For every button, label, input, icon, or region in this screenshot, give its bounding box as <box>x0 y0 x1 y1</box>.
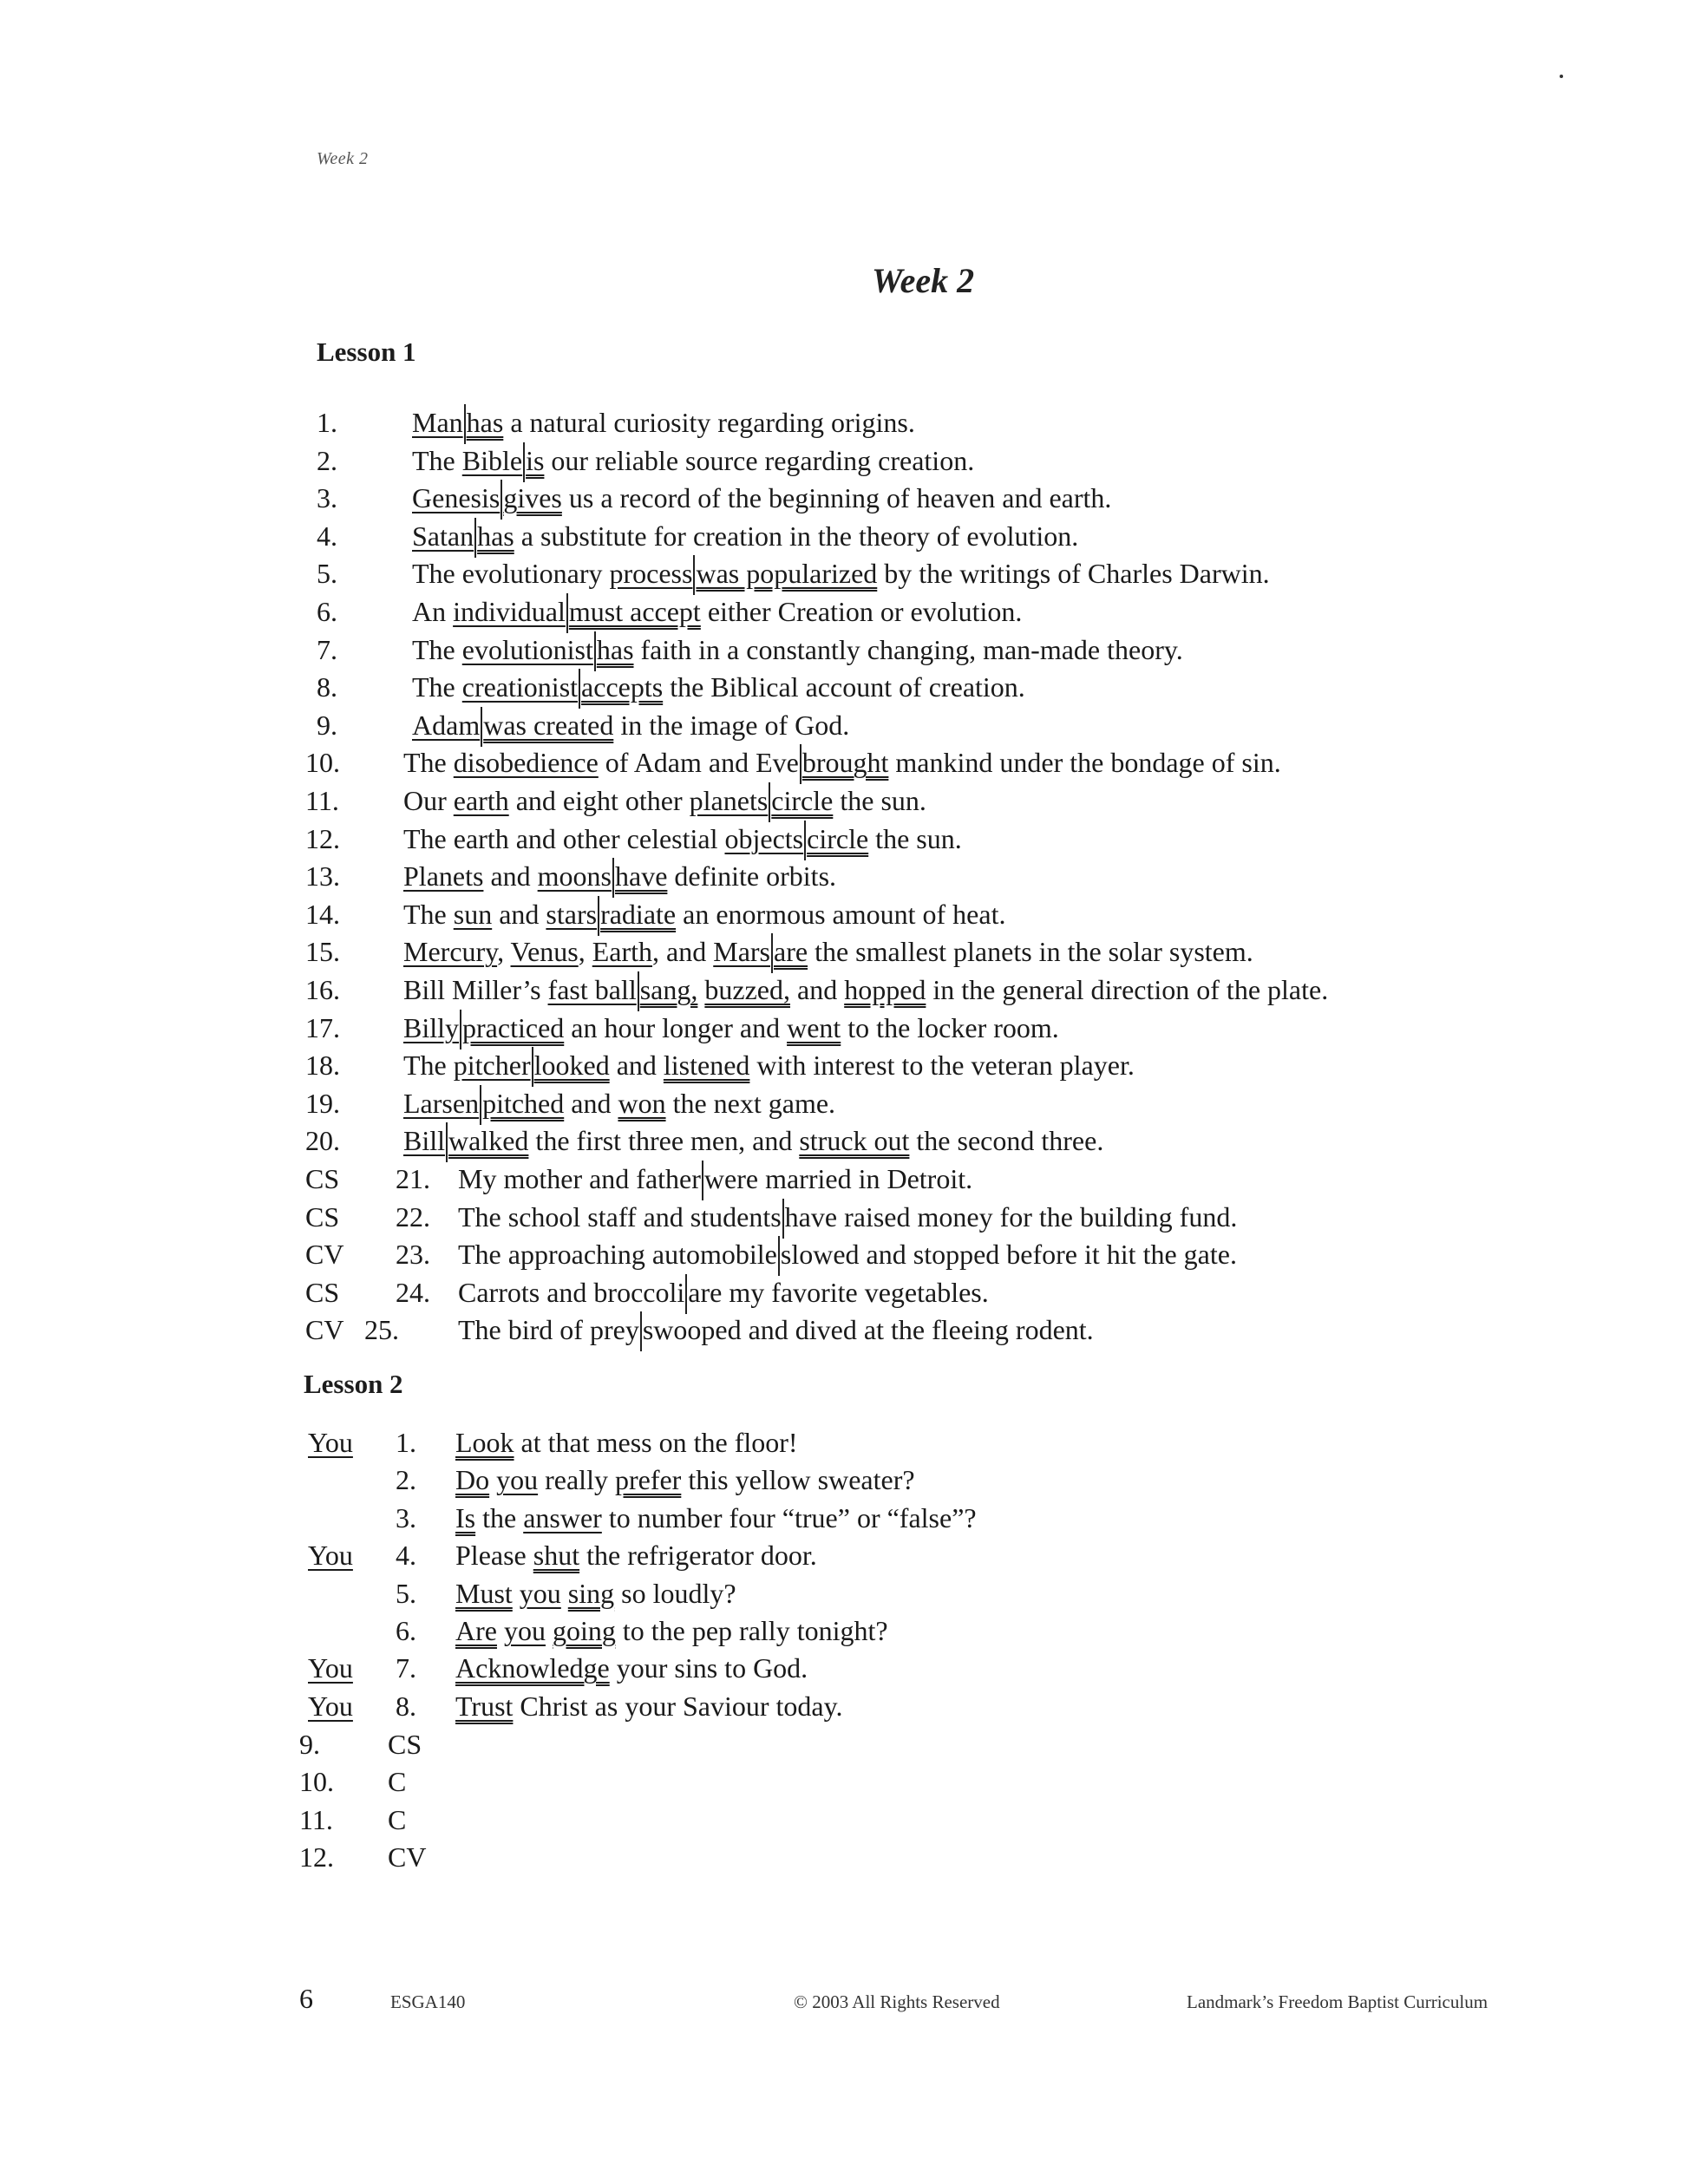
subject-predicate-divider <box>480 1085 481 1125</box>
sentence-text: , <box>497 936 511 968</box>
sentence <box>403 895 1005 936</box>
item-number: 25. <box>364 1314 399 1346</box>
sentence-text: swooped and dived at the fleeing rodent. <box>642 1314 1094 1346</box>
verb-word: sang, <box>639 974 698 1005</box>
subject-word: Man <box>412 407 463 438</box>
subject-word: you <box>496 1464 539 1496</box>
subject-word: fast ball <box>547 974 637 1005</box>
subject-predicate-divider <box>446 1122 448 1162</box>
item-number: 7. <box>317 633 337 665</box>
verb-word: have <box>614 860 668 893</box>
verb-word: has <box>466 407 504 438</box>
sentence <box>403 1084 835 1125</box>
subject-word: Satan <box>412 520 474 552</box>
subject-predicate-divider <box>612 858 614 898</box>
sentence <box>412 554 1270 595</box>
item-number: 1. <box>317 407 337 438</box>
verb-word: shut <box>533 1540 580 1572</box>
item-number: 2. <box>317 444 337 476</box>
verb-word: has <box>596 633 634 665</box>
verb-word: was popularized <box>696 558 878 590</box>
item-number: 18. <box>305 1049 340 1082</box>
item-number: 6. <box>396 1615 416 1646</box>
answer-value: CS <box>388 1729 422 1760</box>
verb-word: is <box>526 444 545 476</box>
verb-word: hopped <box>844 974 926 1005</box>
sentence <box>403 1009 1059 1049</box>
sentence-text: the sun. <box>868 822 962 854</box>
sentence-text: The <box>403 1049 454 1082</box>
item-number: 3. <box>317 482 337 514</box>
item-number: 4. <box>396 1540 416 1572</box>
subject-predicate-divider <box>685 1274 687 1314</box>
sentence-text: , and <box>652 936 714 968</box>
item-number: 7. <box>396 1652 416 1684</box>
sentence-text: in the general direction of the plate. <box>926 974 1329 1005</box>
subject-predicate-divider <box>640 1311 642 1351</box>
verb-word: Acknowledge <box>455 1652 610 1684</box>
sentence <box>455 1423 798 1461</box>
sentence-text: your sins to God. <box>609 1652 808 1684</box>
subject-word: you <box>503 1615 546 1646</box>
sentence-text: and <box>609 1049 664 1082</box>
sentence <box>403 820 962 860</box>
sentence-text: the first three men, and <box>528 1125 800 1157</box>
subject-predicate-divider <box>481 707 482 747</box>
sentence-text: our reliable source regarding creation. <box>544 444 975 476</box>
sentence-text: of Adam and Eve <box>598 747 799 779</box>
item-number: 9. <box>299 1729 320 1760</box>
subject-word: sun <box>453 898 493 930</box>
item-number: 12. <box>305 822 340 854</box>
sentence-text: are my favorite vegetables. <box>688 1276 989 1308</box>
subject-word: planets <box>689 785 769 816</box>
sentence-text: My mother and father <box>458 1163 701 1194</box>
item-number: 1. <box>396 1427 416 1458</box>
sentence <box>412 668 1025 709</box>
footer-copyright: © 2003 All Rights Reserved <box>794 1991 1000 2012</box>
subject-word: Earth <box>592 936 653 968</box>
subject-predicate-divider <box>769 782 770 822</box>
sentence <box>403 1046 1135 1087</box>
sentence-text: in the image of God. <box>613 709 850 741</box>
subject-predicate-divider <box>800 744 801 784</box>
verb-word: prefer <box>614 1464 682 1496</box>
subject-word: answer <box>523 1501 602 1533</box>
sentence-text: The earth and other celestial <box>403 822 725 854</box>
item-number: 5. <box>396 1577 416 1609</box>
sentence-text: and <box>492 898 546 930</box>
subject-predicate-divider <box>460 1010 461 1049</box>
subject-word: Venus <box>510 936 579 968</box>
item-number: 17. <box>305 1011 340 1043</box>
sentence <box>403 1121 1103 1162</box>
sentence-text: the smallest planets in the solar system. <box>808 936 1253 968</box>
subject-predicate-divider <box>464 404 466 444</box>
item-number: 11. <box>305 785 339 816</box>
sentence-text: Christ as your Saviour today. <box>513 1690 843 1722</box>
verb-word: circle <box>807 822 869 854</box>
sentence-text: an enormous amount of heat. <box>676 898 1006 930</box>
subject-predicate-divider <box>523 442 525 482</box>
verb-word: Look <box>455 1427 514 1458</box>
footer-publisher: Landmark’s Freedom Baptist Curriculum <box>1187 1991 1488 2012</box>
item-number: 8. <box>317 671 337 703</box>
verb-word: brought <box>801 747 889 779</box>
subject-word: evolutionist <box>461 633 593 665</box>
sentence-text: slowed and stopped before it hit the gate. <box>780 1239 1237 1271</box>
sentence-text: The <box>412 671 462 703</box>
item-number: 20. <box>305 1125 340 1157</box>
footer-page-number: 6 <box>299 1983 313 2014</box>
sentence-text: definite orbits. <box>667 860 837 893</box>
sentence-text <box>489 1464 496 1495</box>
sentence-text <box>561 1578 568 1609</box>
sentence-text: The <box>403 898 454 930</box>
sentence-type-label: CS <box>305 1163 340 1194</box>
item-number: 16. <box>305 974 340 1005</box>
verb-word: Trust <box>455 1690 514 1722</box>
item-number: 8. <box>396 1690 416 1722</box>
subject-word: process <box>609 558 693 590</box>
sentence-text: The bird of prey <box>458 1314 639 1346</box>
sentence-text: and eight other <box>508 785 690 816</box>
sentence-text: The <box>403 747 454 779</box>
sentence-text: the Biblical account of creation. <box>663 671 1025 703</box>
sentence-text: The evolutionary <box>412 558 610 590</box>
lesson2-heading: Lesson 2 <box>304 1369 403 1399</box>
sentence-text: Carrots and broccoli <box>458 1276 685 1308</box>
sentence-text: a substitute for creation in the theory of evolution. <box>514 520 1079 552</box>
subject-word: Genesis <box>412 482 501 514</box>
verb-word: gives <box>503 482 562 514</box>
scan-speck <box>1560 75 1563 78</box>
item-number: 21. <box>396 1163 430 1194</box>
sentence-text: the refrigerator door. <box>579 1540 817 1572</box>
sentence <box>455 1612 888 1650</box>
subject-word: pitcher <box>453 1049 531 1082</box>
item-number: 10. <box>305 747 340 779</box>
understood-subject-label: You <box>308 1690 353 1722</box>
sentence-text: either Creation or evolution. <box>700 596 1023 627</box>
verb-word: Are <box>455 1615 497 1646</box>
sentence-text: and <box>483 860 538 893</box>
verb-word: are <box>774 936 808 968</box>
sentence-text: The <box>412 444 462 476</box>
subject-predicate-divider <box>532 1047 533 1087</box>
verb-word: buzzed, <box>704 974 790 1005</box>
sentence-text: , <box>578 936 592 968</box>
verb-word: went <box>787 1011 841 1043</box>
sentence <box>403 781 926 822</box>
item-number: 19. <box>305 1087 340 1119</box>
sentence <box>455 1649 808 1687</box>
item-number: 5. <box>317 558 337 590</box>
sentence-text: were married in Detroit. <box>703 1163 973 1194</box>
sentence-text: have raised money for the building fund. <box>784 1200 1238 1233</box>
sentence <box>455 1461 915 1499</box>
running-head: Week 2 <box>317 149 369 168</box>
sentence-text: the next game. <box>665 1087 836 1119</box>
subject-word: disobedience <box>453 747 599 779</box>
verb-word: going <box>552 1615 616 1646</box>
subject-predicate-divider <box>474 518 476 558</box>
sentence <box>412 631 1183 671</box>
item-number: 15. <box>305 936 340 968</box>
subject-predicate-divider <box>594 631 596 671</box>
subject-predicate-divider <box>778 1236 780 1276</box>
sentence-text: at that mess on the floor! <box>514 1427 798 1458</box>
sentence-text: to the pep rally tonight? <box>615 1615 888 1646</box>
item-number: 12. <box>299 1841 334 1873</box>
sentence-type-label: CS <box>305 1200 340 1233</box>
subject-word: objects <box>724 822 804 854</box>
sentence <box>458 1198 1237 1239</box>
verb-word: Do <box>455 1464 490 1496</box>
verb-word: circle <box>771 785 834 816</box>
subject-word: stars <box>546 898 598 930</box>
sentence <box>403 932 1253 973</box>
answer-value: CV <box>388 1841 427 1873</box>
item-number: 11. <box>299 1803 333 1835</box>
footer-code: ESGA140 <box>390 1991 466 2012</box>
understood-subject-label: You <box>308 1652 353 1684</box>
item-number: 13. <box>305 860 340 893</box>
item-number: 24. <box>396 1276 430 1308</box>
sentence <box>455 1499 977 1537</box>
subject-predicate-divider <box>771 933 773 973</box>
sentence-text: a natural curiosity regarding origins. <box>503 407 915 438</box>
sentence-text: to the locker room. <box>841 1011 1059 1043</box>
verb-word: looked <box>533 1049 610 1082</box>
sentence <box>455 1536 817 1574</box>
sentence <box>412 403 915 444</box>
verb-word: practiced <box>462 1011 565 1043</box>
sentence <box>412 441 974 482</box>
verb-word: Is <box>455 1501 476 1533</box>
verb-word: accepts <box>581 671 664 703</box>
item-number: 10. <box>299 1766 334 1798</box>
sentence <box>458 1311 1094 1351</box>
sentence-type-label: CS <box>305 1276 340 1308</box>
item-number: 14. <box>305 898 340 930</box>
verb-word: listened <box>663 1049 750 1082</box>
subject-word: Mercury <box>403 936 498 968</box>
understood-subject-label: You <box>308 1427 353 1458</box>
verb-word: sing <box>567 1577 615 1609</box>
subject-predicate-divider <box>782 1199 784 1239</box>
sentence-text: The approaching automobile <box>458 1239 777 1271</box>
sentence <box>458 1235 1237 1276</box>
verb-word: pitched <box>482 1087 565 1119</box>
verb-word: walked <box>448 1125 529 1157</box>
sentence <box>412 479 1111 520</box>
sentence <box>412 517 1078 558</box>
sentence-text: The <box>412 633 462 665</box>
subject-predicate-divider <box>598 896 599 936</box>
item-number: 6. <box>317 596 337 627</box>
item-number: 4. <box>317 520 337 552</box>
sentence <box>412 706 849 747</box>
sentence <box>455 1687 843 1725</box>
subject-word: creationist <box>461 671 579 703</box>
item-number: 2. <box>396 1464 416 1496</box>
subject-word: Larsen <box>403 1087 480 1119</box>
sentence-type-label: CV <box>305 1239 344 1271</box>
sentence-text: so loudly? <box>614 1577 736 1609</box>
sentence-text: the second three. <box>909 1125 1104 1157</box>
sentence-text: the <box>475 1501 524 1533</box>
lesson1-heading: Lesson 1 <box>317 337 416 367</box>
sentence-text: us a record of the beginning of heaven and earth. <box>561 482 1112 514</box>
sentence-text: Please <box>455 1540 533 1572</box>
item-number: 9. <box>317 709 337 741</box>
subject-word: Planets <box>403 860 484 893</box>
sentence <box>412 592 1022 633</box>
sentence-text: with interest to the veteran player. <box>749 1049 1135 1082</box>
verb-word: radiate <box>600 898 677 930</box>
answer-value: C <box>388 1803 407 1835</box>
sentence-text: the sun. <box>833 785 926 816</box>
sentence-text: faith in a constantly changing, man-made theory. <box>633 633 1183 665</box>
subject-predicate-divider <box>501 480 502 520</box>
subject-predicate-divider <box>638 971 639 1011</box>
sentence <box>458 1273 989 1314</box>
verb-word: struck out <box>799 1125 910 1157</box>
sentence-text: this yellow sweater? <box>681 1464 915 1496</box>
sentence <box>403 857 836 898</box>
sentence-text: and <box>789 974 845 1005</box>
sentence <box>458 1160 972 1200</box>
sentence-text <box>497 1615 504 1646</box>
page-title: Week 2 <box>872 261 975 300</box>
sentence-text: to number four “true” or “false”? <box>601 1501 977 1533</box>
subject-word: individual <box>453 596 566 627</box>
sentence-text: Bill Miller’s <box>403 974 548 1005</box>
subject-word: Bible <box>461 444 523 476</box>
subject-predicate-divider <box>566 593 568 633</box>
item-number: 23. <box>396 1239 430 1271</box>
item-number: 3. <box>396 1501 416 1533</box>
subject-word: Billy <box>403 1011 460 1043</box>
subject-word: moons <box>537 860 612 893</box>
answer-value: C <box>388 1766 407 1798</box>
sentence-text: by the writings of Charles Darwin. <box>877 558 1270 590</box>
sentence-text: an hour longer and <box>564 1011 788 1043</box>
subject-predicate-divider <box>702 1161 703 1200</box>
verb-word: has <box>477 520 514 552</box>
verb-word: Must <box>455 1577 513 1609</box>
item-number: 22. <box>396 1200 430 1233</box>
understood-subject-label: You <box>308 1540 353 1572</box>
sentence <box>403 743 1281 784</box>
sentence-text <box>513 1578 520 1609</box>
sentence-text: An <box>412 596 454 627</box>
subject-word: Mars <box>713 936 770 968</box>
sentence <box>403 971 1328 1011</box>
verb-word: must accept <box>568 596 701 627</box>
subject-word: Adam <box>412 709 481 741</box>
subject-word: earth <box>453 785 509 816</box>
sentence-text: The school staff and students <box>458 1200 782 1233</box>
sentence-type-label: CV <box>305 1314 344 1346</box>
subject-word: Bill <box>403 1125 446 1157</box>
subject-predicate-divider <box>579 669 580 709</box>
sentence-text <box>546 1615 553 1646</box>
verb-word: was created <box>483 709 614 741</box>
verb-word: won <box>618 1087 666 1119</box>
sentence-text: mankind under the bondage of sin. <box>888 747 1281 779</box>
sentence-text: Our <box>403 785 454 816</box>
subject-predicate-divider <box>804 821 806 860</box>
subject-word: you <box>519 1577 561 1609</box>
sentence-text: and <box>564 1087 618 1119</box>
sentence-text: really <box>538 1464 615 1496</box>
sentence <box>455 1574 736 1612</box>
